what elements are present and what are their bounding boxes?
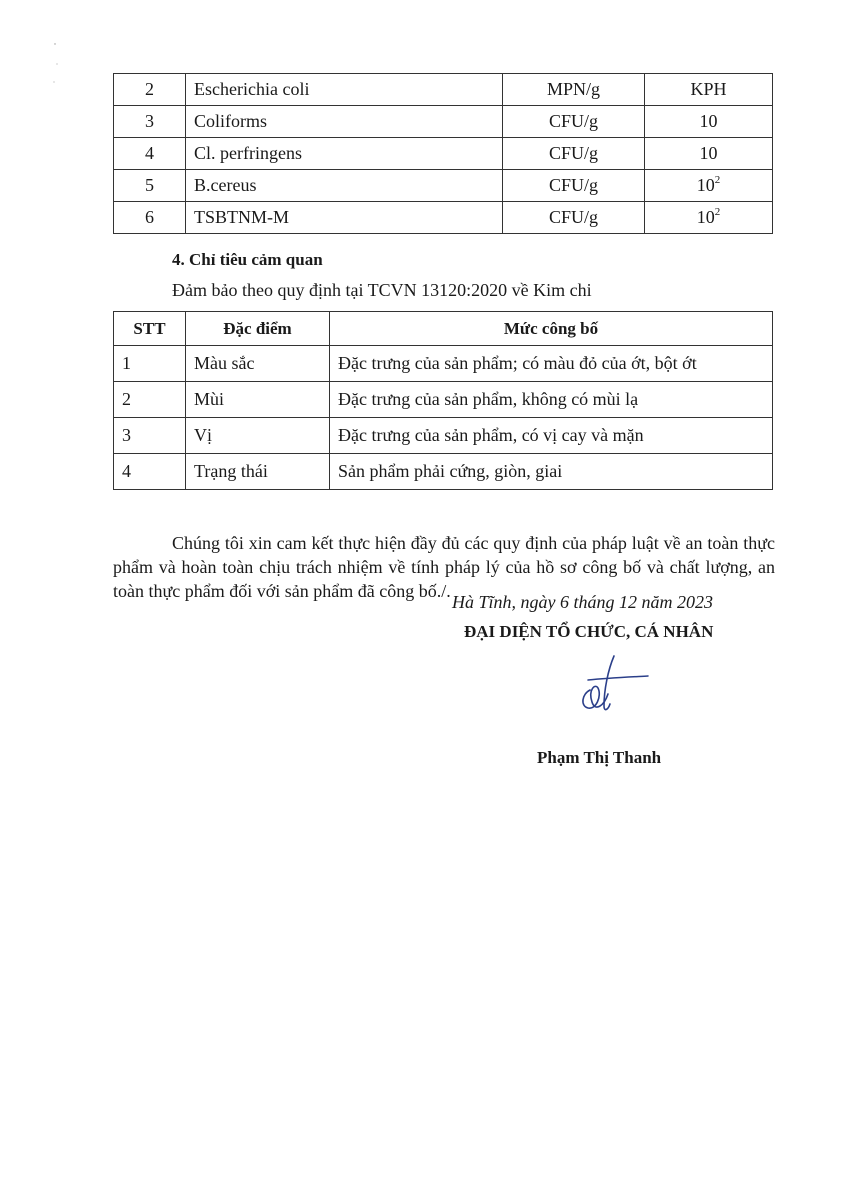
table-row [114, 106, 773, 138]
signer-name: Phạm Thị Thanh [537, 748, 662, 767]
limit-value [645, 106, 773, 138]
declared-level: Đặc trưng của sản phẩm, có vị cay và mặn [330, 418, 773, 454]
feature: Trạng thái [186, 454, 330, 490]
limit-base: 10 [699, 143, 718, 163]
indicator-name: Coliforms [186, 106, 503, 138]
scan-speck-marks [52, 42, 60, 102]
representative-title: ĐẠI DIỆN TỔ CHỨC, CÁ NHÂN [464, 622, 714, 641]
sensory-table-body [114, 346, 773, 490]
date-line: Hà Tĩnh, ngày 6 tháng 12 năm 2023 [452, 592, 713, 612]
unit: CFU/g [503, 170, 645, 202]
table-row [114, 74, 773, 106]
row-number: 5 [114, 170, 186, 202]
row-number: 3 [114, 418, 186, 454]
indicator-name: Cl. perfringens [186, 138, 503, 170]
feature: Mùi [186, 382, 330, 418]
declared-level: Đặc trưng của sản phẩm, không có mùi lạ [330, 382, 773, 418]
table-row [114, 454, 773, 490]
sensory-table [113, 311, 773, 490]
handwritten-signature [568, 650, 658, 720]
column-header-stt: STT [114, 312, 186, 346]
table-row [114, 138, 773, 170]
limit-value [645, 202, 773, 234]
indicator-name: Escherichia coli [186, 74, 503, 106]
section-intro: Đảm bảo theo quy định tại TCVN 13120:2020 về Kim chi [172, 280, 592, 300]
row-number: 6 [114, 202, 186, 234]
declared-level: Đặc trưng của sản phẩm; có màu đỏ của ớt, bột ớt [330, 346, 773, 382]
limit-exponent: 2 [714, 174, 721, 186]
limit-base: 10 [696, 207, 715, 227]
sensory-table-head [114, 312, 773, 346]
limit-value [645, 74, 773, 106]
unit: CFU/g [503, 106, 645, 138]
table-header-row [114, 312, 773, 346]
table-row [114, 382, 773, 418]
limit-value [645, 138, 773, 170]
column-header-feature: Đặc điểm [186, 312, 330, 346]
unit: CFU/g [503, 138, 645, 170]
limit-base: KPH [690, 79, 727, 99]
row-number: 4 [114, 454, 186, 490]
row-number: 4 [114, 138, 186, 170]
micro-table-body [114, 74, 773, 234]
section-heading: 4. Chỉ tiêu cảm quan [172, 250, 323, 269]
indicator-name: B.cereus [186, 170, 503, 202]
limit-base: 10 [696, 175, 715, 195]
row-number: 2 [114, 382, 186, 418]
table-row [114, 202, 773, 234]
feature: Màu sắc [186, 346, 330, 382]
declared-level: Sản phẩm phải cứng, giòn, giai [330, 454, 773, 490]
indicator-name: TSBTNM-M [186, 202, 503, 234]
unit: MPN/g [503, 74, 645, 106]
limit-value [645, 170, 773, 202]
commitment-paragraph: Chúng tôi xin cam kết thực hiện đầy đủ các quy định của pháp luật về an toàn thực phẩm và hoàn toàn chịu trách nhiệm về tính pháp lý của hồ sơ công bố và chất lượng, an toàn thực phẩm đối với sản phẩm đã công bố./. [113, 533, 775, 601]
table-row [114, 346, 773, 382]
feature: Vị [186, 418, 330, 454]
limit-base: 10 [699, 111, 718, 131]
limit-exponent: 2 [714, 206, 721, 218]
column-header-level: Mức công bố [330, 312, 773, 346]
row-number: 1 [114, 346, 186, 382]
row-number: 3 [114, 106, 186, 138]
table-row [114, 418, 773, 454]
table-row [114, 170, 773, 202]
microbiological-table [113, 73, 773, 234]
row-number: 2 [114, 74, 186, 106]
unit: CFU/g [503, 202, 645, 234]
